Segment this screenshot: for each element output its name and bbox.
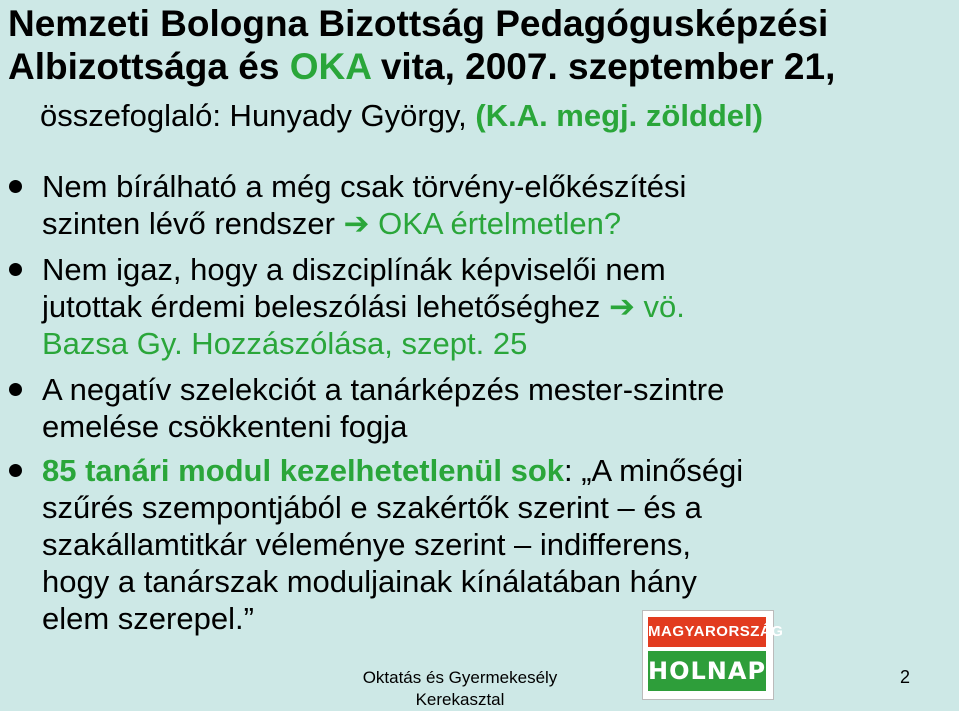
title-oka: OKA — [289, 46, 371, 87]
arrow-right-icon: ➔ — [343, 206, 370, 241]
title-summary-line: összefoglaló: Hunyady György, (K.A. megj. zölddel) — [40, 98, 763, 133]
bullet-dot — [9, 464, 22, 477]
slide-title — [8, 2, 958, 88]
bullet-dot — [9, 263, 22, 276]
bullet-dot — [9, 383, 22, 396]
footer-text: Oktatás és Gyermekesély Kerekasztal — [362, 668, 558, 709]
title-line-1: Nemzeti Bologna Bizottság Pedagógusképzési — [8, 3, 829, 44]
logo-top-text: MAGYARORSZÁG — [648, 617, 766, 647]
page-number: 2 — [900, 667, 911, 687]
magyarorszag-holnap-logo — [642, 610, 784, 700]
title-line-2: Albizottsága és OKA vita, 2007. szeptember 21, — [8, 46, 836, 87]
title-note-green: (K.A. megj. zölddel) — [475, 98, 763, 133]
logo-bottom-text: HOLNAP — [648, 651, 766, 691]
bullet-dot — [9, 180, 22, 193]
arrow-right-icon: ➔ — [608, 289, 635, 324]
